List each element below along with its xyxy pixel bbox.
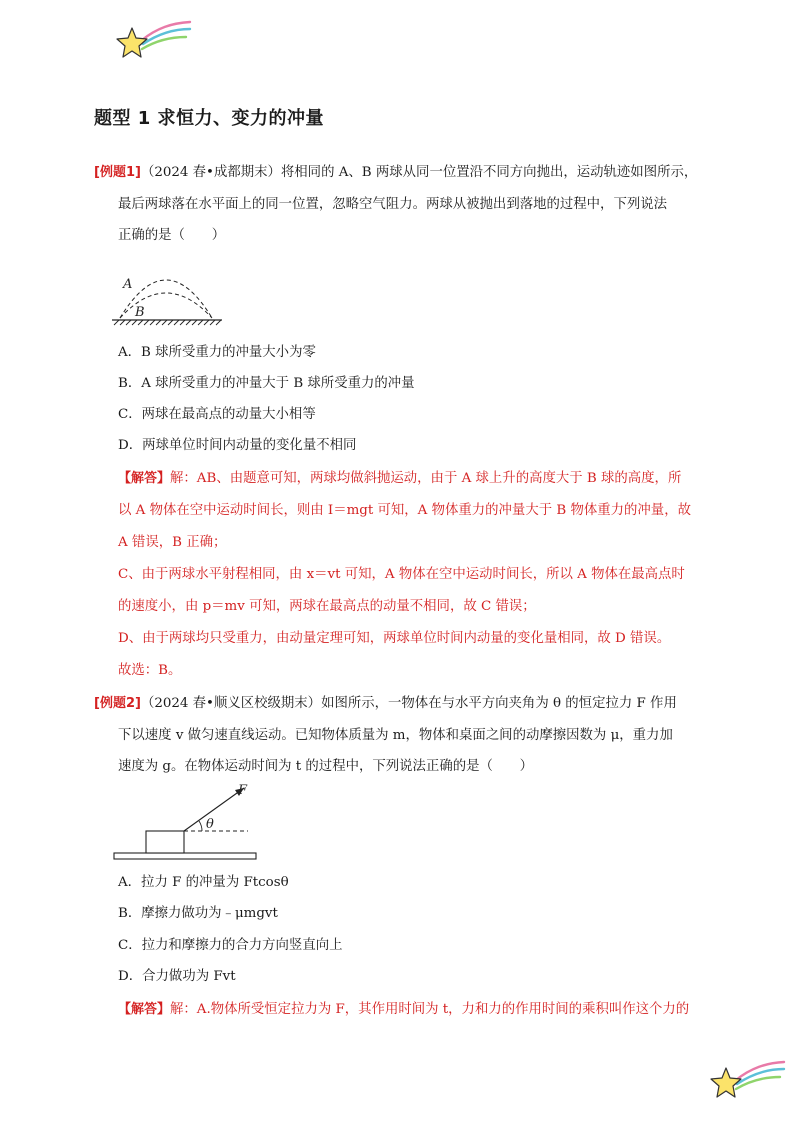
label-theta: θ: [206, 817, 214, 832]
label-b: B: [135, 305, 145, 320]
example1-tag: [例题1]: [94, 165, 141, 180]
label-force: F: [238, 783, 248, 798]
example2-option-d: D．合力做功为 Fvt: [118, 969, 236, 984]
shooting-star-icon: [112, 18, 192, 62]
example1-option-b: B．A 球所受重力的冲量大于 B 球所受重力的冲量: [118, 376, 415, 391]
example1-answer-line-2: 以 A 物体在空中运动时间长，则由 I＝mgt 可知，A 物体重力的冲量大于 B 物体重力的冲量，故: [118, 503, 691, 518]
example1-option-d: D．两球单位时间内动量的变化量不相同: [118, 438, 357, 453]
example2-question-line-3: 速度为 g。在物体运动时间为 t 的过程中，下列说法正确的是（ ）: [118, 759, 534, 774]
example2-question-line-1: [例题2]（2024 春•顺义区校级期末）如图所示，一物体在与水平方向夹角为 θ 的恒定拉力 F 作用: [94, 696, 677, 711]
example1-question-line-2: 最后两球落在水平面上的同一位置，忽略空气阻力。两球从被抛出到落地的过程中，下列说法: [118, 197, 668, 212]
example2-option-b: B．摩擦力做功为﹣μmgvt: [118, 906, 278, 921]
section-title: 题型 1 求恒力、变力的冲量: [94, 108, 325, 129]
example1-answer-tag: 【解答】: [118, 471, 171, 486]
example1-question-line-1: [例题1]（2024 春•成都期末）将相同的 A、B 两球从同一位置沿不同方向抛出，运动轨迹如图所示，: [94, 165, 698, 180]
example2-option-a: A．拉力 F 的冲量为 Ftcosθ: [118, 875, 289, 890]
label-a: A: [123, 277, 133, 292]
example2-answer-line-1: 【解答】解：A.物体所受恒定拉力为 F，其作用时间为 t，力和力的作用时间的乘积叫作这个力的: [118, 1002, 690, 1017]
example1-answer-line-7: 故选：B。: [118, 663, 182, 678]
example1-option-a: A．B 球所受重力的冲量大小为零: [118, 345, 316, 360]
example2-option-c: C．拉力和摩擦力的合力方向竖直向上: [118, 938, 343, 953]
example2-answer-tag: 【解答】: [118, 1002, 171, 1017]
example2-force-figure: [110, 780, 260, 865]
example1-question-line-3: 正确的是（ ）: [118, 228, 226, 243]
example2-tag: [例题2]: [94, 696, 141, 711]
example1-option-c: C．两球在最高点的动量大小相等: [118, 407, 316, 422]
example1-answer-line-3: A 错误，B 正确；: [118, 535, 227, 550]
example1-answer-line-5: 的速度小，由 p＝mv 可知，两球在最高点的动量不相同，故 C 错误；: [118, 599, 536, 614]
example1-answer-line-6: D、由于两球均只受重力，由动量定理可知，两球单位时间内动量的变化量相同，故 D 错误。: [118, 631, 671, 646]
example1-trajectory-figure: [110, 254, 225, 329]
example1-answer-line-4: C、由于两球水平射程相同，由 x＝vt 可知，A 物体在空中运动时间长，所以 A 物体在最高点时: [118, 567, 685, 582]
shooting-star-icon: [706, 1058, 786, 1102]
example2-question-line-2: 下以速度 v 做匀速直线运动。已知物体质量为 m，物体和桌面之间的动摩擦因数为 μ，重力加: [118, 728, 673, 743]
example1-answer-line-1: 【解答】解：AB、由题意可知，两球均做斜抛运动，由于 A 球上升的高度大于 B 球的高度，所: [118, 471, 682, 486]
